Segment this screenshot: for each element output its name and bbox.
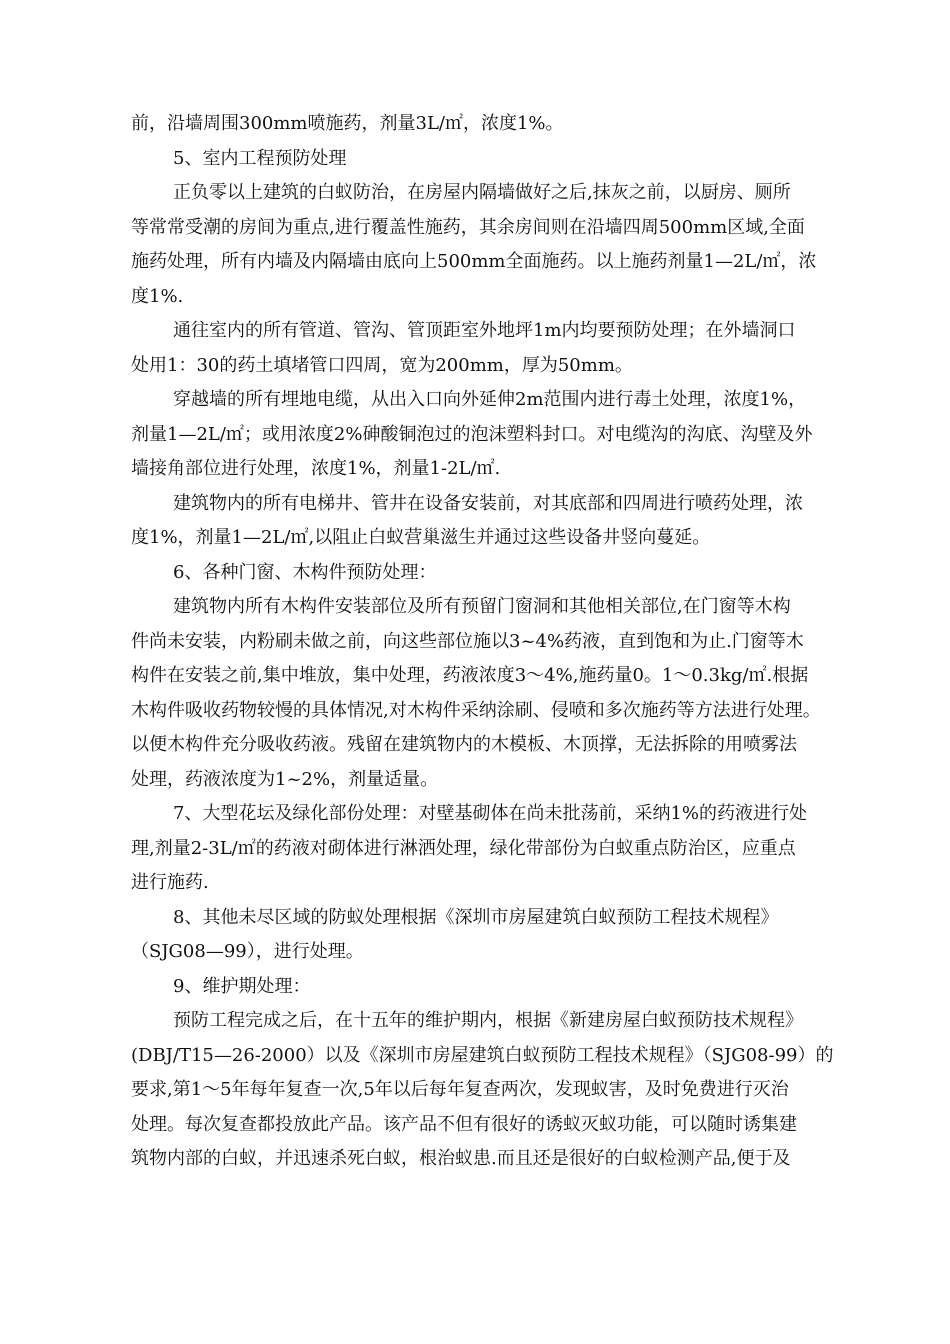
section-heading-9: 9、维护期处理： (173, 975, 311, 997)
text-line-18: 木构件吸收药物较慢的具体情况,对木构件采纳涂刷、侵喷和多次施药等方法进行处理。 (131, 699, 821, 721)
section-heading-6: 6、各种门窗、木构件预防处理： (173, 561, 437, 583)
section-heading-7: 7、大型花坛及绿化部份处理：对壁基砌体在尚未批荡前，采纳1%的药液进行处 (173, 803, 808, 824)
text-line-29: 要求,第1～5年每年复查一次,5年以后每年复查两次，发现蚁害，及时免费进行灭治 (131, 1079, 789, 1100)
text-line-15: 建筑物内所有木构件安装部位及所有预留门窗洞和其他相关部位,在门窗等木构 (173, 596, 791, 617)
text-line-11: 墙接角部位进行处理，浓度1%，剂量1-2L/㎡. (131, 458, 501, 479)
text-line-28: (DBJ/T15—26-2000）以及《深圳市房屋建筑白蚁预防工程技术规程》（SJG08-99）的 (131, 1044, 834, 1066)
text-line-1: 前，沿墙周围300mm喷施药，剂量3L/㎡，浓度1%。 (131, 113, 564, 134)
text-line-10: 剂量1—2L/㎡；或用浓度2%砷酸铜泡过的泡沫塑料封口。对电缆沟的沟底、沟壁及外 (131, 423, 813, 445)
text-line-12: 建筑物内的所有电梯井、管井在设备安装前，对其底部和四周进行喷药处理，浓 (173, 492, 803, 514)
text-line-19: 以便木构件充分吸收药液。残留在建筑物内的木模板、木顶撑，无法拆除的用喷雾法 (131, 734, 797, 755)
text-line-4: 等常常受潮的房间为重点,进行覆盖性施药，其余房间则在沿墙四周500mm区域,全面 (131, 216, 805, 238)
text-line-7: 通往室内的所有管道、管沟、管顶距室外地坪1m内均要预防处理；在外墙洞口 (173, 320, 796, 341)
text-line-31: 筑物内部的白蚁，并迅速杀死白蚁，根治蚁患.而且还是很好的白蚁检测产品,便于及 (131, 1148, 791, 1169)
text-line-17: 构件在安装之前,集中堆放，集中处理，药液浓度3～4%,施药量0。1～0.3kg/㎡.根据 (131, 665, 809, 686)
text-line-6: 度1%. (131, 285, 184, 307)
text-line-23: 进行施药. (131, 872, 209, 893)
text-line-22: 理,剂量2-3L/㎡的药液对砌体进行淋洒处理，绿化带部份为白蚁重点防治区，应重点 (131, 837, 796, 859)
text-line-27: 预防工程完成之后，在十五年的维护期内，根据《新建房屋白蚁预防技术规程》 (173, 1010, 803, 1031)
section-heading-5: 5、室内工程预防处理 (173, 147, 347, 169)
document-body (131, 107, 851, 1177)
section-heading-8: 8、其他未尽区域的防蚁处理根据《深圳市房屋建筑白蚁预防工程技术规程》 (173, 906, 779, 928)
text-line-8: 处用1：30的药土填堵管口四周，宽为200mm，厚为50mm。 (131, 354, 633, 376)
text-line-30: 处理。每次复查都投放此产品。该产品不但有很好的诱蚁灭蚁功能，可以随时诱集建 (131, 1113, 797, 1135)
text-line-9: 穿越墙的所有埋地电缆，从出入口向外延伸2m范围内进行毒土处理，浓度1%， (173, 389, 807, 410)
text-line-3: 正负零以上建筑的白蚁防治，在房屋内隔墙做好之后,抹灰之前，以厨房、厕所 (173, 182, 791, 203)
text-line-13: 度1%，剂量1—2L/㎡,以阻止白蚁营巢滋生并通过这些设备井竖向蔓延。 (131, 527, 711, 548)
text-line-16: 件尚未安装，内粉刷未做之前，向这些部位施以3~4%药液，直到饱和为止.门窗等木 (131, 630, 804, 652)
text-line-25: （SJG08—99），进行处理。 (131, 941, 364, 962)
text-line-20: 处理，药液浓度为1~2%，剂量适量。 (131, 768, 439, 790)
text-line-5: 施药处理，所有内墙及内隔墙由底向上500mm全面施药。以上施药剂量1—2L/㎡，浓 (131, 251, 817, 272)
